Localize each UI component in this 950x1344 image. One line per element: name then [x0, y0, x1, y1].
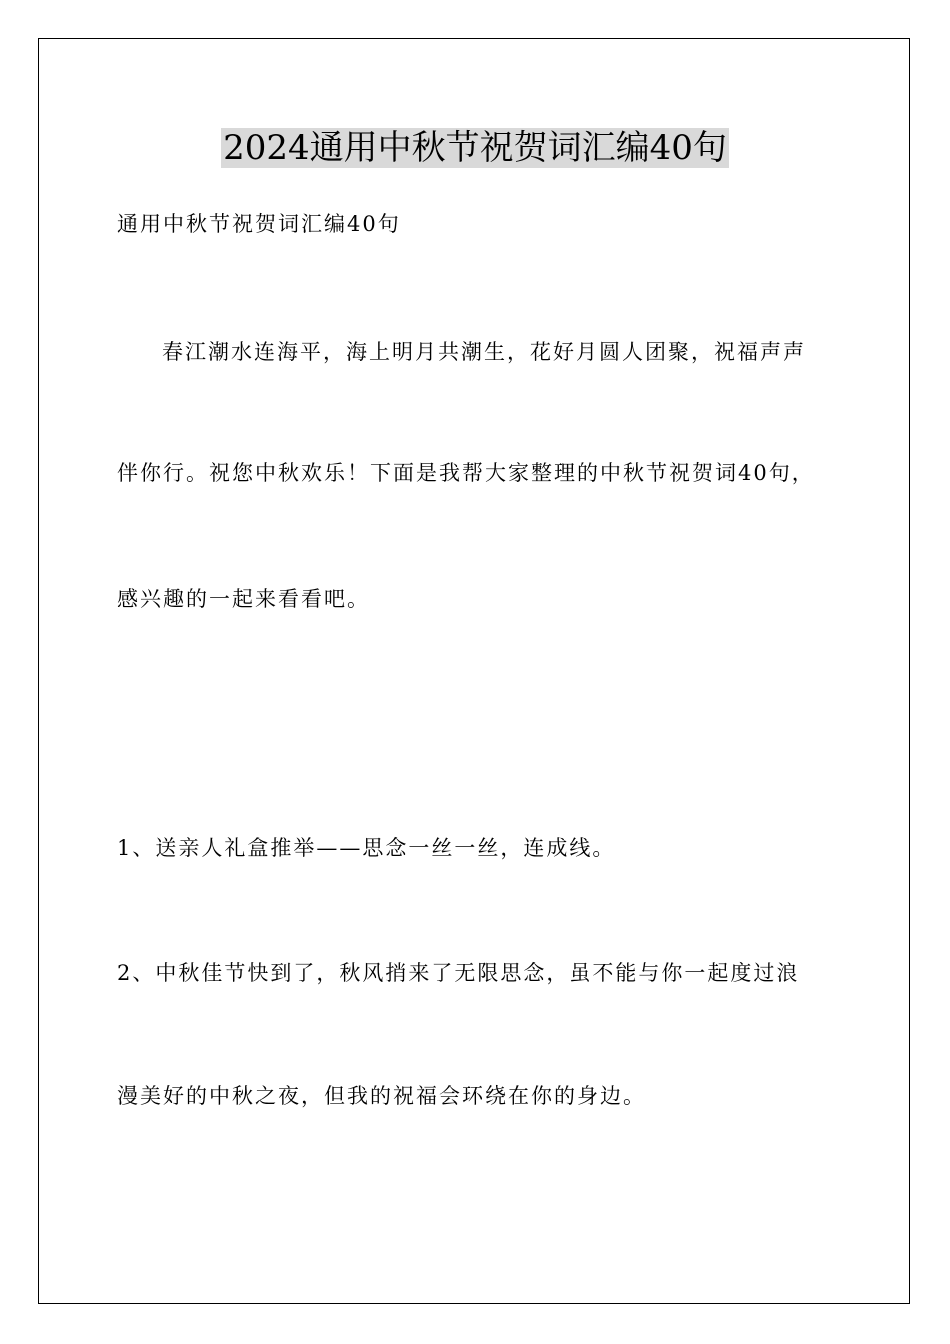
list-item-2-line-1: 2、中秋佳节快到了，秋风捎来了无限思念，虽不能与你一起度过浪	[117, 961, 800, 985]
document-subtitle: 通用中秋节祝贺词汇编40句	[117, 212, 401, 236]
intro-line-2: 伴你行。祝您中秋欢乐！下面是我帮大家整理的中秋节祝贺词40句，	[117, 461, 815, 485]
list-item-2-line-2: 漫美好的中秋之夜，但我的祝福会环绕在你的身边。	[117, 1084, 646, 1108]
intro-line-3: 感兴趣的一起来看看吧。	[117, 587, 370, 611]
document-title	[0, 126, 950, 170]
document-title-text: 2024通用中秋节祝贺词汇编40句	[223, 128, 727, 168]
intro-line-1: 春江潮水连海平，海上明月共潮生，花好月圆人团聚，祝福声声	[162, 340, 806, 364]
list-item-1-line-1: 1、送亲人礼盒推举——思念一丝一丝，连成线。	[117, 836, 616, 860]
